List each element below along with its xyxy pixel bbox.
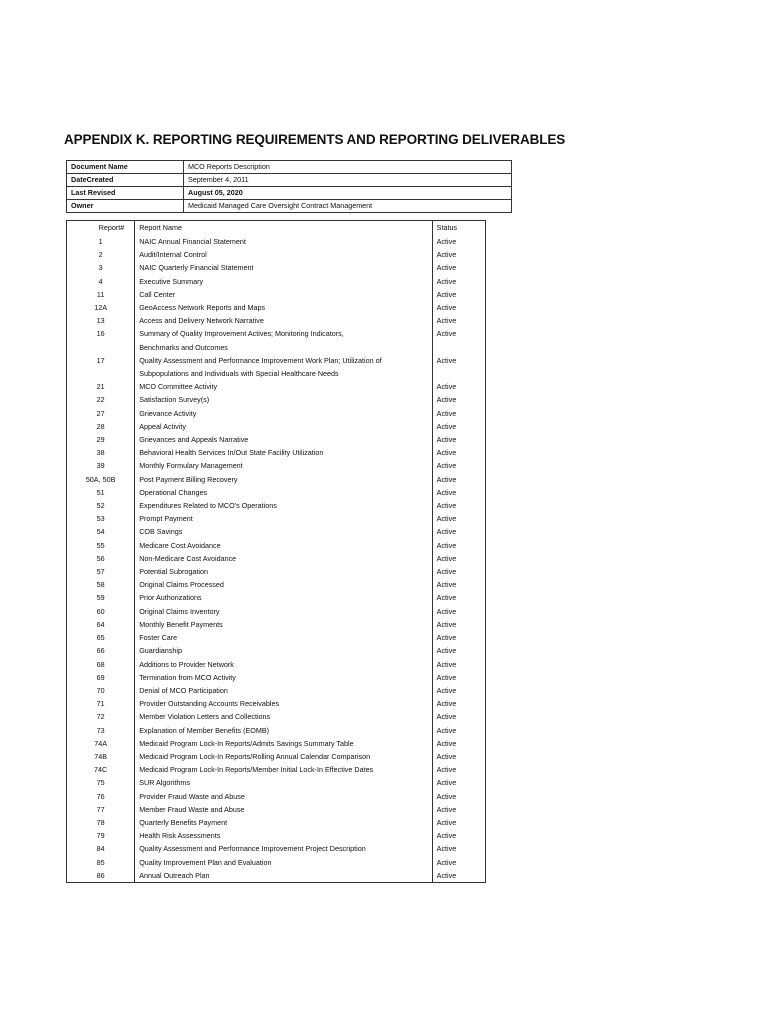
report-name: NAIC Annual Financial Statement: [139, 237, 246, 246]
table-row: [67, 565, 486, 578]
table-row: [67, 301, 486, 314]
report-name: Executive Summary: [139, 276, 204, 286]
report-name: COB Savings: [139, 527, 183, 537]
status-badge: Active: [432, 776, 485, 789]
report-name-cell: [135, 776, 432, 789]
table-row: [67, 869, 486, 883]
report-name-cell: [135, 869, 432, 883]
report-name: Monthly Formulary Management: [139, 461, 243, 471]
report-name: Original Claims Inventory: [139, 606, 220, 616]
table-row: [67, 605, 486, 618]
report-number: 39: [67, 459, 135, 472]
status-badge: Active: [432, 512, 485, 525]
report-name-cell: [135, 354, 432, 380]
table-row: [67, 684, 486, 697]
report-name: Medicaid Program Lock-In Reports/Member Initial Lock-In Effective Dates: [139, 765, 374, 775]
status-badge: Active: [432, 473, 485, 486]
status-badge: Active: [432, 446, 485, 459]
report-name: Prior Authorizations: [139, 593, 202, 603]
document-info-label: DateCreated: [67, 174, 184, 187]
table-row: [67, 697, 486, 710]
status-badge: Active: [432, 816, 485, 829]
table-row: [67, 816, 486, 829]
report-name-cell: [135, 565, 432, 578]
report-number: 22: [67, 393, 135, 406]
report-name: Satisfaction Survey(s): [139, 395, 210, 405]
report-name: NAIC Quarterly Financial Statement: [139, 263, 254, 273]
report-name-cell: [135, 737, 432, 750]
report-number: 84: [67, 842, 135, 855]
report-number: 75: [67, 776, 135, 789]
status-badge: Active: [432, 750, 485, 763]
table-row: [67, 856, 486, 869]
report-name: Grievance Activity: [139, 408, 197, 418]
report-name-cell: [135, 433, 432, 446]
report-name-cell: [135, 525, 432, 538]
status-badge: Active: [432, 658, 485, 671]
report-name-cell: [135, 327, 432, 353]
report-name: Quality Improvement Plan and Evaluation: [139, 857, 272, 867]
report-name-cell: [135, 724, 432, 737]
status-badge: Active: [432, 407, 485, 420]
table-row: [67, 499, 486, 512]
report-name: GeoAccess Network Reports and Maps: [139, 303, 266, 313]
report-number: 28: [67, 420, 135, 433]
report-name: Termination from MCO Activity: [139, 672, 236, 682]
status-badge: Active: [432, 803, 485, 816]
report-name-cell: [135, 829, 432, 842]
status-badge: Active: [432, 354, 485, 380]
status-badge: Active: [432, 856, 485, 869]
table-row: [67, 433, 486, 446]
document-info-table: [66, 160, 512, 213]
report-name-continued: Subpopulations and Individuals with Special Healthcare Needs: [139, 369, 339, 379]
report-number: 70: [67, 684, 135, 697]
table-row: [67, 275, 486, 288]
status-badge: Active: [432, 631, 485, 644]
table-row: [67, 380, 486, 393]
col-status: Status: [432, 221, 485, 236]
report-number: 2: [67, 248, 135, 261]
report-number: 85: [67, 856, 135, 869]
report-name: Operational Changes: [139, 487, 208, 497]
report-name: Potential Subrogation: [139, 567, 208, 577]
document-info-value: September 4, 2011: [184, 174, 512, 187]
report-number: 73: [67, 724, 135, 737]
table-row: [67, 420, 486, 433]
report-name-cell: [135, 658, 432, 671]
report-number: 3: [67, 261, 135, 274]
report-number: 17: [67, 354, 135, 380]
col-report-name: Report Name: [135, 221, 432, 236]
table-row: [67, 354, 486, 380]
report-name: Denial of MCO Participation: [139, 685, 228, 695]
table-row: [67, 750, 486, 763]
report-name: Access and Delivery Network Narrative: [139, 316, 264, 326]
report-number: 29: [67, 433, 135, 446]
report-number: 77: [67, 803, 135, 816]
report-number: 11: [67, 288, 135, 301]
report-name-cell: [135, 605, 432, 618]
report-number: 71: [67, 697, 135, 710]
table-row: [67, 525, 486, 538]
report-number: 78: [67, 816, 135, 829]
table-row: [67, 803, 486, 816]
table-row: [67, 658, 486, 671]
table-row: [67, 407, 486, 420]
report-name: Provider Outstanding Accounts Receivables: [139, 699, 280, 709]
report-number: 53: [67, 512, 135, 525]
report-name-cell: [135, 671, 432, 684]
report-name: Medicaid Program Lock-In Reports/Rolling Annual Calendar Comparison: [139, 751, 371, 761]
report-name-cell: [135, 790, 432, 803]
table-row: [67, 737, 486, 750]
table-row: [67, 327, 486, 353]
report-name: Grievances and Appeals Narrative: [139, 435, 249, 445]
table-row: [67, 618, 486, 631]
report-name-cell: [135, 235, 432, 248]
report-number: 58: [67, 578, 135, 591]
report-number: 59: [67, 591, 135, 604]
report-name-cell: [135, 393, 432, 406]
report-name-cell: [135, 856, 432, 869]
document-info-label: Owner: [67, 200, 184, 213]
status-badge: Active: [432, 275, 485, 288]
report-name: Health Risk Assessments: [139, 831, 221, 841]
status-badge: Active: [432, 433, 485, 446]
table-row: [67, 473, 486, 486]
status-badge: Active: [432, 393, 485, 406]
report-number: 55: [67, 539, 135, 552]
status-badge: Active: [432, 459, 485, 472]
report-name-cell: [135, 631, 432, 644]
table-row: [67, 512, 486, 525]
status-badge: Active: [432, 578, 485, 591]
status-badge: Active: [432, 842, 485, 855]
report-name-cell: [135, 499, 432, 512]
document-info-value: August 05, 2020: [184, 187, 512, 200]
report-name: Quality Assessment and Performance Improvement Work Plan; Utilization of: [139, 355, 382, 365]
report-name-cell: [135, 816, 432, 829]
status-badge: Active: [432, 486, 485, 499]
report-name-cell: [135, 763, 432, 776]
table-row: [67, 314, 486, 327]
status-badge: Active: [432, 235, 485, 248]
status-badge: Active: [432, 288, 485, 301]
report-name: SUR Algorithms: [139, 778, 190, 788]
report-name: Monthly Benefit Payments: [139, 619, 223, 629]
report-name: Medicaid Program Lock-In Reports/Admits Savings Summary Table: [139, 738, 354, 748]
report-name-cell: [135, 301, 432, 314]
table-row: [67, 591, 486, 604]
table-row: [67, 710, 486, 723]
report-number: 52: [67, 499, 135, 512]
status-badge: Active: [432, 499, 485, 512]
report-number: 64: [67, 618, 135, 631]
table-row: [67, 724, 486, 737]
report-name-cell: [135, 420, 432, 433]
report-name: Audit/Internal Control: [139, 250, 207, 260]
report-number: 69: [67, 671, 135, 684]
document-info-label: Last Revised: [67, 187, 184, 200]
status-badge: Active: [432, 697, 485, 710]
report-name: Appeal Activity: [139, 421, 186, 431]
report-name: Summary of Quality Improvement Actives; Monitoring Indicators,: [139, 329, 344, 339]
status-badge: Active: [432, 327, 485, 353]
report-number: 60: [67, 605, 135, 618]
table-row: [67, 446, 486, 459]
report-name-cell: [135, 684, 432, 697]
status-badge: Active: [432, 565, 485, 578]
report-number: 76: [67, 790, 135, 803]
status-badge: Active: [432, 301, 485, 314]
table-row: [67, 763, 486, 776]
report-name: Member Fraud Waste and Abuse: [139, 804, 245, 814]
report-name-continued: Benchmarks and Outcomes: [139, 342, 228, 352]
report-number: 1: [67, 235, 135, 248]
report-name: Member Violation Letters and Collections: [139, 712, 271, 722]
report-number: 68: [67, 658, 135, 671]
status-badge: Active: [432, 671, 485, 684]
report-name: Quality Assessment and Performance Improvement Project Description: [139, 844, 366, 854]
table-row: [67, 459, 486, 472]
report-name-cell: [135, 380, 432, 393]
table-row: [67, 776, 486, 789]
reports-header-row: [67, 221, 486, 236]
report-name: MCO Committee Activity: [139, 382, 218, 392]
report-name-cell: [135, 512, 432, 525]
report-name-cell: [135, 261, 432, 274]
report-number: 66: [67, 644, 135, 657]
status-badge: Active: [432, 724, 485, 737]
report-name-cell: [135, 407, 432, 420]
report-number: 51: [67, 486, 135, 499]
report-number: 4: [67, 275, 135, 288]
status-badge: Active: [432, 420, 485, 433]
report-name-cell: [135, 644, 432, 657]
report-number: 16: [67, 327, 135, 353]
report-name: Guardianship: [139, 646, 182, 656]
status-badge: Active: [432, 314, 485, 327]
table-row: [67, 539, 486, 552]
status-badge: Active: [432, 869, 485, 883]
reports-table: [66, 220, 486, 883]
report-name-cell: [135, 842, 432, 855]
report-number: 27: [67, 407, 135, 420]
status-badge: Active: [432, 261, 485, 274]
report-number: 86: [67, 869, 135, 883]
report-name-cell: [135, 710, 432, 723]
report-name-cell: [135, 591, 432, 604]
document-info-label: Document Name: [67, 161, 184, 174]
table-row: [67, 288, 486, 301]
status-badge: Active: [432, 539, 485, 552]
report-name: Original Claims Processed: [139, 580, 224, 590]
document-info-value: Medicaid Managed Care Oversight Contract Management: [184, 200, 512, 213]
table-row: [67, 644, 486, 657]
report-name: Medicare Cost Avoidance: [139, 540, 221, 550]
report-name-cell: [135, 486, 432, 499]
report-name: Provider Fraud Waste and Abuse: [139, 791, 245, 801]
report-name-cell: [135, 697, 432, 710]
report-name-cell: [135, 539, 432, 552]
report-name-cell: [135, 473, 432, 486]
status-badge: Active: [432, 525, 485, 538]
report-name-cell: [135, 288, 432, 301]
table-row: [67, 829, 486, 842]
report-name: Behavioral Health Services In/Out State Facility Utilization: [139, 448, 324, 458]
report-name: Quarterly Benefits Payment: [139, 817, 228, 827]
report-name-cell: [135, 446, 432, 459]
col-report-number: Report#: [67, 221, 135, 236]
report-name-cell: [135, 275, 432, 288]
table-row: [67, 486, 486, 499]
report-name: Prompt Payment: [139, 514, 193, 524]
report-name-cell: [135, 618, 432, 631]
table-row: [67, 578, 486, 591]
report-number: 74A: [67, 737, 135, 750]
report-name-cell: [135, 314, 432, 327]
report-name: Explanation of Member Benefits (EOMB): [139, 725, 270, 735]
status-badge: Active: [432, 737, 485, 750]
report-name: Annual Outreach Plan: [139, 870, 210, 880]
report-name-cell: [135, 248, 432, 261]
report-number: 57: [67, 565, 135, 578]
table-row: [67, 631, 486, 644]
document-info-row: [67, 161, 512, 174]
document-info-value: MCO Reports Description: [184, 161, 512, 174]
status-badge: Active: [432, 591, 485, 604]
page-title: APPENDIX K. REPORTING REQUIREMENTS AND REPORTING DELIVERABLES: [64, 132, 566, 147]
report-number: 65: [67, 631, 135, 644]
table-row: [67, 393, 486, 406]
report-name-cell: [135, 803, 432, 816]
status-badge: Active: [432, 790, 485, 803]
report-name-cell: [135, 750, 432, 763]
table-row: [67, 842, 486, 855]
report-number: 79: [67, 829, 135, 842]
report-name: Non-Medicare Cost Avoidance: [139, 553, 237, 563]
report-name: Post Payment Billing Recovery: [139, 474, 238, 484]
report-number: 21: [67, 380, 135, 393]
table-row: [67, 552, 486, 565]
report-name: Foster Care: [139, 633, 178, 643]
status-badge: Active: [432, 684, 485, 697]
report-name: Call Center: [139, 289, 176, 299]
status-badge: Active: [432, 248, 485, 261]
report-number: 54: [67, 525, 135, 538]
status-badge: Active: [432, 644, 485, 657]
status-badge: Active: [432, 829, 485, 842]
report-number: 13: [67, 314, 135, 327]
report-number: 12A: [67, 301, 135, 314]
status-badge: Active: [432, 710, 485, 723]
report-number: 38: [67, 446, 135, 459]
document-info-row: [67, 200, 512, 213]
report-number: 50A, 50B: [67, 473, 135, 486]
report-number: 74B: [67, 750, 135, 763]
table-row: [67, 261, 486, 274]
table-row: [67, 235, 486, 248]
status-badge: Active: [432, 618, 485, 631]
table-row: [67, 248, 486, 261]
document-info-row: [67, 174, 512, 187]
table-row: [67, 671, 486, 684]
status-badge: Active: [432, 380, 485, 393]
document-info-row: [67, 187, 512, 200]
table-row: [67, 790, 486, 803]
status-badge: Active: [432, 605, 485, 618]
report-number: 72: [67, 710, 135, 723]
report-number: 56: [67, 552, 135, 565]
report-name: Additions to Provider Network: [139, 659, 234, 669]
report-name-cell: [135, 578, 432, 591]
report-name: Expenditures Related to MCO's Operations: [139, 501, 277, 511]
report-name-cell: [135, 552, 432, 565]
report-number: 74C: [67, 763, 135, 776]
status-badge: Active: [432, 763, 485, 776]
status-badge: Active: [432, 552, 485, 565]
report-name-cell: [135, 459, 432, 472]
